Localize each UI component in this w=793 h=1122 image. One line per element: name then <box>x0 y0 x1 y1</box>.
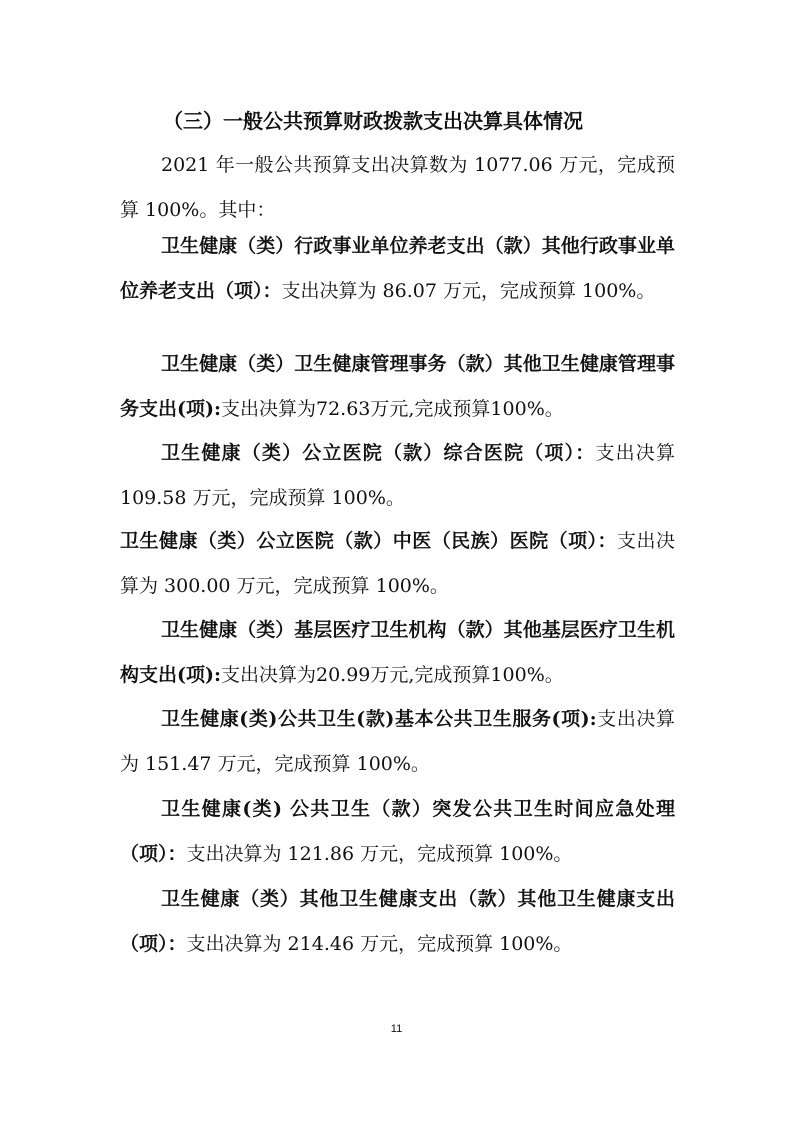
item-label: 卫生健康（类）其他卫生健康支出（款）其他卫生健康支出（项）： <box>120 888 675 955</box>
item-text: 支出决算为 121.86 万元，完成预算 100%。 <box>186 843 573 865</box>
item-text: 支出决算为72.63万元,完成预算100%。 <box>221 398 564 420</box>
item-label: 卫生健康（类）卫生健康管理事务（款）其他卫生健康管理事务支出(项): <box>120 353 675 420</box>
item-label: 卫生健康(类)公共卫生(款)基本公共卫生服务(项): <box>161 708 597 730</box>
item-text: 支出决算为 214.46 万元，完成预算 100%。 <box>186 933 573 955</box>
item-label: 卫生健康(类) 公共卫生（款）突发公共卫生时间应急处理（项）： <box>120 798 675 865</box>
item-label: 卫生健康（类）公立医院（款）中医（民族）医院（项）： <box>120 530 618 552</box>
page-number: 11 <box>390 1023 403 1035</box>
item-paragraph-8 <box>120 877 675 967</box>
item-paragraph-3 <box>120 431 675 521</box>
item-text: 支出决算为 86.07 万元，完成预算 100%。 <box>281 280 656 302</box>
item-paragraph-2 <box>120 342 675 432</box>
item-paragraph-1 <box>120 224 675 314</box>
item-paragraph-6 <box>120 697 675 787</box>
item-paragraph-5 <box>120 608 675 698</box>
item-label: 卫生健康（类）行政事业单位养老支出（款）其他行政事业单位养老支出（项）： <box>120 235 675 302</box>
item-paragraph-4 <box>120 519 675 609</box>
item-paragraph-7 <box>120 787 675 877</box>
item-text: 支出决算 109.58 万元，完成预算 100%。 <box>120 442 675 509</box>
item-label: 卫生健康（类）公立医院（款）综合医院（项）： <box>161 442 596 464</box>
intro-paragraph: 2021 年一般公共预算支出决算数为 1077.06 万元，完成预算 100%。其中： <box>120 154 675 221</box>
item-text: 支出决算为 300.00 万元，完成预算 100%。 <box>120 530 675 597</box>
item-text: 支出决算为 151.47 万元，完成预算 100%。 <box>120 708 675 775</box>
item-text: 支出决算为20.99万元,完成预算100%。 <box>221 664 564 686</box>
item-label: 卫生健康（类）基层医疗卫生机构（款）其他基层医疗卫生机构支出(项): <box>120 619 675 686</box>
section-heading: （三）一般公共预算财政拨款支出决算具体情况 <box>163 109 583 133</box>
